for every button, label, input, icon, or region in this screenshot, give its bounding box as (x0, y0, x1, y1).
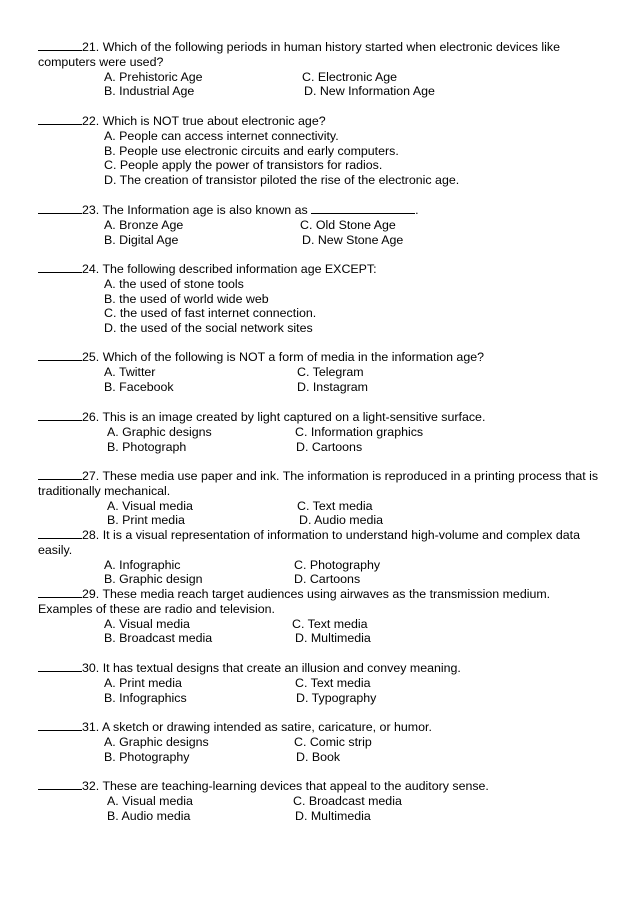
option-d: D. Instagram (297, 379, 368, 394)
option-d: D. Cartoons (296, 439, 363, 454)
options-row (38, 292, 604, 307)
option-b: B. Graphic design (104, 572, 203, 587)
option-c: C. Information graphics (295, 424, 424, 439)
options-row (38, 631, 604, 646)
option-d: D. Typography (296, 690, 377, 705)
option-a: A. Prehistoric Age (104, 69, 203, 84)
question-31 (38, 719, 604, 764)
question-stem: 27. These media use paper and ink. The information is reproduced in a printing process that is traditionally mechanical. (38, 469, 599, 498)
option-a: A. Visual media (107, 498, 193, 513)
options-row (38, 84, 604, 99)
option-c: C. People apply the power of transistors for radios. (104, 158, 383, 173)
option-d: D. Multimedia (295, 631, 371, 646)
option-d: D. Cartoons (294, 572, 361, 587)
option-a: A. Twitter (104, 364, 156, 379)
option-a: A. Print media (104, 675, 182, 690)
option-c: C. Text media (295, 675, 371, 690)
option-c: C. the used of fast internet connection. (104, 306, 317, 321)
answer-blank (38, 778, 82, 790)
question-25 (38, 349, 604, 394)
option-d: D. New Information Age (304, 84, 435, 99)
options-row (38, 233, 604, 248)
option-b: B. Infographics (104, 690, 187, 705)
option-b: B. Digital Age (104, 232, 179, 247)
option-b: B. Audio media (107, 808, 191, 823)
options-row (38, 750, 604, 765)
options-row (38, 306, 604, 321)
options-row (38, 794, 604, 809)
answer-blank (38, 202, 82, 214)
option-d: D. Book (296, 749, 341, 764)
question-28 (38, 527, 604, 587)
question-stem: 26. This is an image created by light captured on a light-sensitive surface. (38, 409, 604, 425)
options-row (38, 617, 604, 632)
option-a: A. People can access internet connectivity. (104, 128, 339, 143)
options-row (38, 735, 604, 750)
options-row (38, 513, 604, 528)
options-row (38, 277, 604, 292)
options-row (38, 218, 604, 233)
options-row (38, 425, 604, 440)
option-a: A. the used of stone tools (104, 276, 244, 291)
answer-blank (38, 113, 82, 125)
answer-blank (38, 261, 82, 273)
answer-blank (38, 586, 82, 598)
options-row (38, 144, 604, 159)
question-22 (38, 113, 604, 188)
option-d: D. The creation of transistor piloted the rise of the electronic age. (104, 173, 460, 188)
question-stem: 23. The Information age is also known as . (38, 202, 604, 218)
answer-blank (38, 409, 82, 421)
fill-in-blank (311, 202, 415, 214)
question-32 (38, 778, 604, 823)
option-a: A. Bronze Age (104, 217, 184, 232)
option-c: C. Text media (292, 616, 368, 631)
question-stem: 24. The following described information age EXCEPT: (38, 261, 604, 277)
question-stem: 29. These media reach target audiences using airwaves as the transmission medium. Examples of these are radio and television. (38, 587, 551, 616)
question-stem: 25. Which of the following is NOT a form of media in the information age? (38, 349, 604, 365)
options-row (38, 558, 604, 573)
question-stem: 32. These are teaching-learning devices that appeal to the auditory sense. (38, 778, 604, 794)
answer-blank (38, 39, 82, 51)
option-b: B. Industrial Age (104, 84, 195, 99)
option-b: B. People use electronic circuits and early computers. (104, 143, 399, 158)
option-b: B. Photography (104, 749, 190, 764)
option-c: C. Text media (297, 498, 373, 513)
options-row (38, 129, 604, 144)
option-b: B. Photograph (107, 439, 187, 454)
answer-blank (38, 719, 82, 731)
option-b: B. Print media (107, 513, 185, 528)
options-row (38, 70, 604, 85)
option-d: D. New Stone Age (302, 232, 404, 247)
option-c: C. Electronic Age (302, 69, 398, 84)
options-row (38, 676, 604, 691)
answer-blank (38, 660, 82, 672)
question-23 (38, 202, 604, 247)
question-24 (38, 261, 604, 336)
option-b: B. the used of world wide web (104, 291, 269, 306)
options-row (38, 365, 604, 380)
question-stem: 21. Which of the following periods in human history started when electronic devices like computers were used? (38, 40, 560, 69)
options-row (38, 499, 604, 514)
question-stem: 31. A sketch or drawing intended as satire, caricature, or humor. (38, 719, 604, 735)
question-30 (38, 660, 604, 705)
option-b: B. Broadcast media (104, 631, 213, 646)
options-row (38, 158, 604, 173)
question-27 (38, 468, 604, 528)
options-row (38, 440, 604, 455)
option-a: A. Visual media (107, 793, 193, 808)
option-b: B. Facebook (104, 379, 174, 394)
question-29 (38, 586, 604, 646)
answer-blank (38, 468, 82, 480)
option-d: D. Audio media (299, 513, 384, 528)
option-d: D. Multimedia (295, 808, 371, 823)
option-a: A. Graphic designs (107, 424, 212, 439)
option-a: A. Infographic (104, 557, 181, 572)
option-d: D. the used of the social network sites (104, 321, 313, 336)
options-row (38, 321, 604, 336)
options-row (38, 809, 604, 824)
question-stem: 30. It has textual designs that create an illusion and convey meaning. (38, 660, 604, 676)
question-26 (38, 409, 604, 454)
option-c: C. Photography (294, 557, 381, 572)
option-c: C. Broadcast media (293, 793, 402, 808)
option-c: C. Old Stone Age (300, 217, 396, 232)
option-a: A. Visual media (104, 616, 190, 631)
option-c: C. Comic strip (294, 734, 372, 749)
option-c: C. Telegram (297, 364, 364, 379)
answer-blank (38, 349, 82, 361)
option-a: A. Graphic designs (104, 734, 209, 749)
options-row (38, 691, 604, 706)
options-row (38, 380, 604, 395)
answer-blank (38, 527, 82, 539)
question-stem: 22. Which is NOT true about electronic age? (38, 113, 604, 129)
options-row (38, 572, 604, 587)
question-stem: 28. It is a visual representation of information to understand high-volume and complex data easily. (38, 528, 580, 557)
options-row (38, 173, 604, 188)
question-21 (38, 39, 604, 99)
